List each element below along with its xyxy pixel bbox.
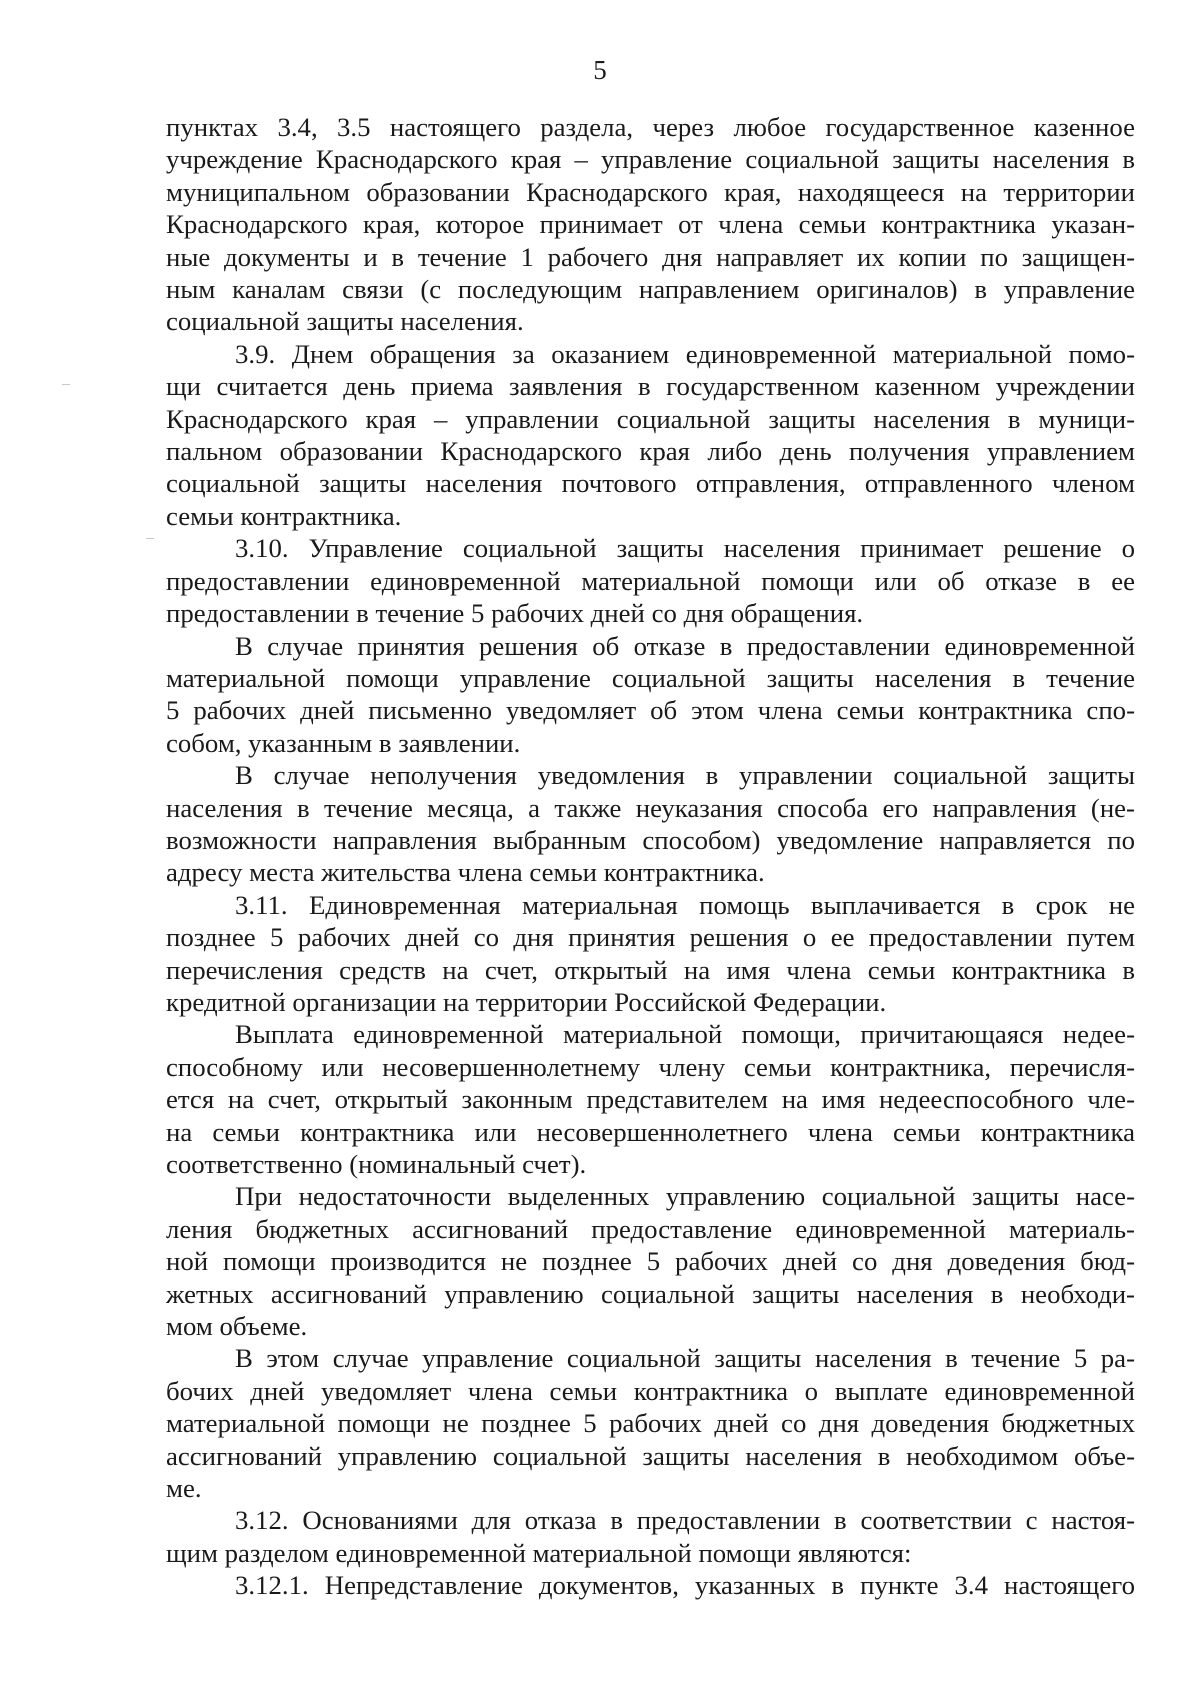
text-line: собом, указанным в заявлении.: [166, 727, 521, 758]
text-line: населения в течение месяца, а также неуказания способа его направления (не-: [166, 792, 1135, 823]
text-line: жетных ассигнований управлению социальной защиты населения в необходи-: [166, 1278, 1135, 1309]
text-line: пунктах 3.4, 3.5 настоящего раздела, через любое государственное казенное: [166, 112, 1135, 142]
paragraph: [166, 1342, 1135, 1504]
text-line: ные документы и в течение 1 рабочего дня направляет их копии по защищен-: [166, 241, 1135, 272]
scan-mark: [146, 538, 154, 539]
text-line: ется на счет, открытый законным представителем на имя недееспособного чле-: [166, 1084, 1135, 1115]
text-line: социальной защиты населения почтового отправления, отправленного членом: [166, 468, 1135, 499]
text-line: В этом случае управление социальной защиты населения в течение 5 ра-: [235, 1343, 1135, 1374]
text-line: материальной помощи управление социальной защиты населения в течение: [166, 662, 1135, 693]
text-line: ассигнований управлению социальной защиты населения в необходимом объе-: [166, 1440, 1135, 1471]
text-line: бочих дней уведомляет члена семьи контрактника о выплате единовременной: [166, 1375, 1135, 1406]
paragraph: [166, 1504, 1135, 1569]
paragraph: [166, 338, 1135, 532]
text-line: мом объеме.: [166, 1311, 308, 1342]
paragraph: [166, 630, 1135, 760]
paragraph: [166, 759, 1135, 889]
text-line: Выплата единовременной материальной помощи, причитающаяся недее-: [235, 1019, 1135, 1050]
text-line: пальном образовании Краснодарского края либо день получения управлением: [166, 436, 1135, 467]
scan-mark: [62, 384, 70, 385]
text-line: 3.9. Днем обращения за оказанием единовременной материальной помо-: [235, 338, 1135, 369]
text-line: В случае неполучения уведомления в управлении социальной защиты: [235, 760, 1135, 791]
text-line: 5 рабочих дней письменно уведомляет об этом члена семьи контрактника спо-: [166, 695, 1135, 726]
text-line: Краснодарского края, которое принимает от члена семьи контрактника указан-: [166, 209, 1135, 240]
text-line: на семьи контрактника или несовершеннолетнего члена семьи контрактника: [166, 1116, 1135, 1147]
text-line: перечисления средств на счет, открытый на имя члена семьи контрактника в: [166, 954, 1135, 985]
text-line: ным каналам связи (с последующим направлением оригиналов) в управление: [166, 274, 1135, 305]
text-line: кредитной организации на территории Российской Федерации.: [166, 986, 887, 1017]
text-line: социальной защиты населения.: [166, 306, 524, 337]
text-line: щим разделом единовременной материальной помощи являются:: [166, 1537, 912, 1568]
text-line: предоставлении в течение 5 рабочих дней со дня обращения.: [166, 598, 864, 629]
paragraph: [166, 889, 1135, 1019]
text-line: учреждение Краснодарского края – управление социальной защиты населения в: [166, 144, 1135, 175]
text-line: материальной помощи не позднее 5 рабочих дней со дня доведения бюджетных: [166, 1408, 1135, 1439]
paragraph: [166, 111, 1135, 338]
text-line: возможности направления выбранным способом) уведомление направляется по: [166, 824, 1135, 855]
text-line: 3.12.1. Непредставление документов, указанных в пункте 3.4 настоящего: [235, 1570, 1135, 1601]
text-line: ме.: [166, 1473, 202, 1504]
text-line: ления бюджетных ассигнований предоставление единовременной материаль-: [166, 1213, 1135, 1244]
text-line: 3.11. Единовременная материальная помощь выплачивается в срок не: [235, 889, 1135, 920]
text-line: муниципальном образовании Краснодарского края, находящееся на территории: [166, 176, 1135, 207]
text-line: позднее 5 рабочих дней со дня принятия решения о ее предоставлении путем: [166, 922, 1135, 953]
text-line: способному или несовершеннолетнему члену семьи контрактника, перечисля-: [166, 1051, 1135, 1082]
text-line: Краснодарского края – управлении социальной защиты населения в муници-: [166, 403, 1135, 434]
text-line: щи считается день приема заявления в государственном казенном учреждении: [166, 371, 1135, 402]
paragraph: [166, 1569, 1135, 1601]
text-line: адресу места жительства члена семьи контрактника.: [166, 857, 765, 888]
text-line: ной помощи производится не позднее 5 рабочих дней со дня доведения бюд-: [166, 1246, 1135, 1277]
paragraph: [166, 1018, 1135, 1180]
text-line: 3.10. Управление социальной защиты населения принимает решение о: [235, 533, 1135, 564]
text-line: соответственно (номинальный счет).: [166, 1149, 587, 1179]
text-line: При недостаточности выделенных управлению социальной защиты насе-: [235, 1181, 1135, 1212]
paragraph: [166, 532, 1135, 629]
page-number: 5: [593, 55, 607, 85]
text-line: 3.12. Основаниями для отказа в предоставлении в соответствии с настоя-: [235, 1505, 1135, 1536]
text-line: семьи контрактника.: [166, 500, 402, 531]
document-body: [166, 111, 1135, 1602]
paragraph: [166, 1180, 1135, 1342]
text-line: В случае принятия решения об отказе в предоставлении единовременной: [235, 630, 1135, 661]
text-line: предоставлении единовременной материальной помощи или об отказе в ее: [166, 565, 1135, 596]
